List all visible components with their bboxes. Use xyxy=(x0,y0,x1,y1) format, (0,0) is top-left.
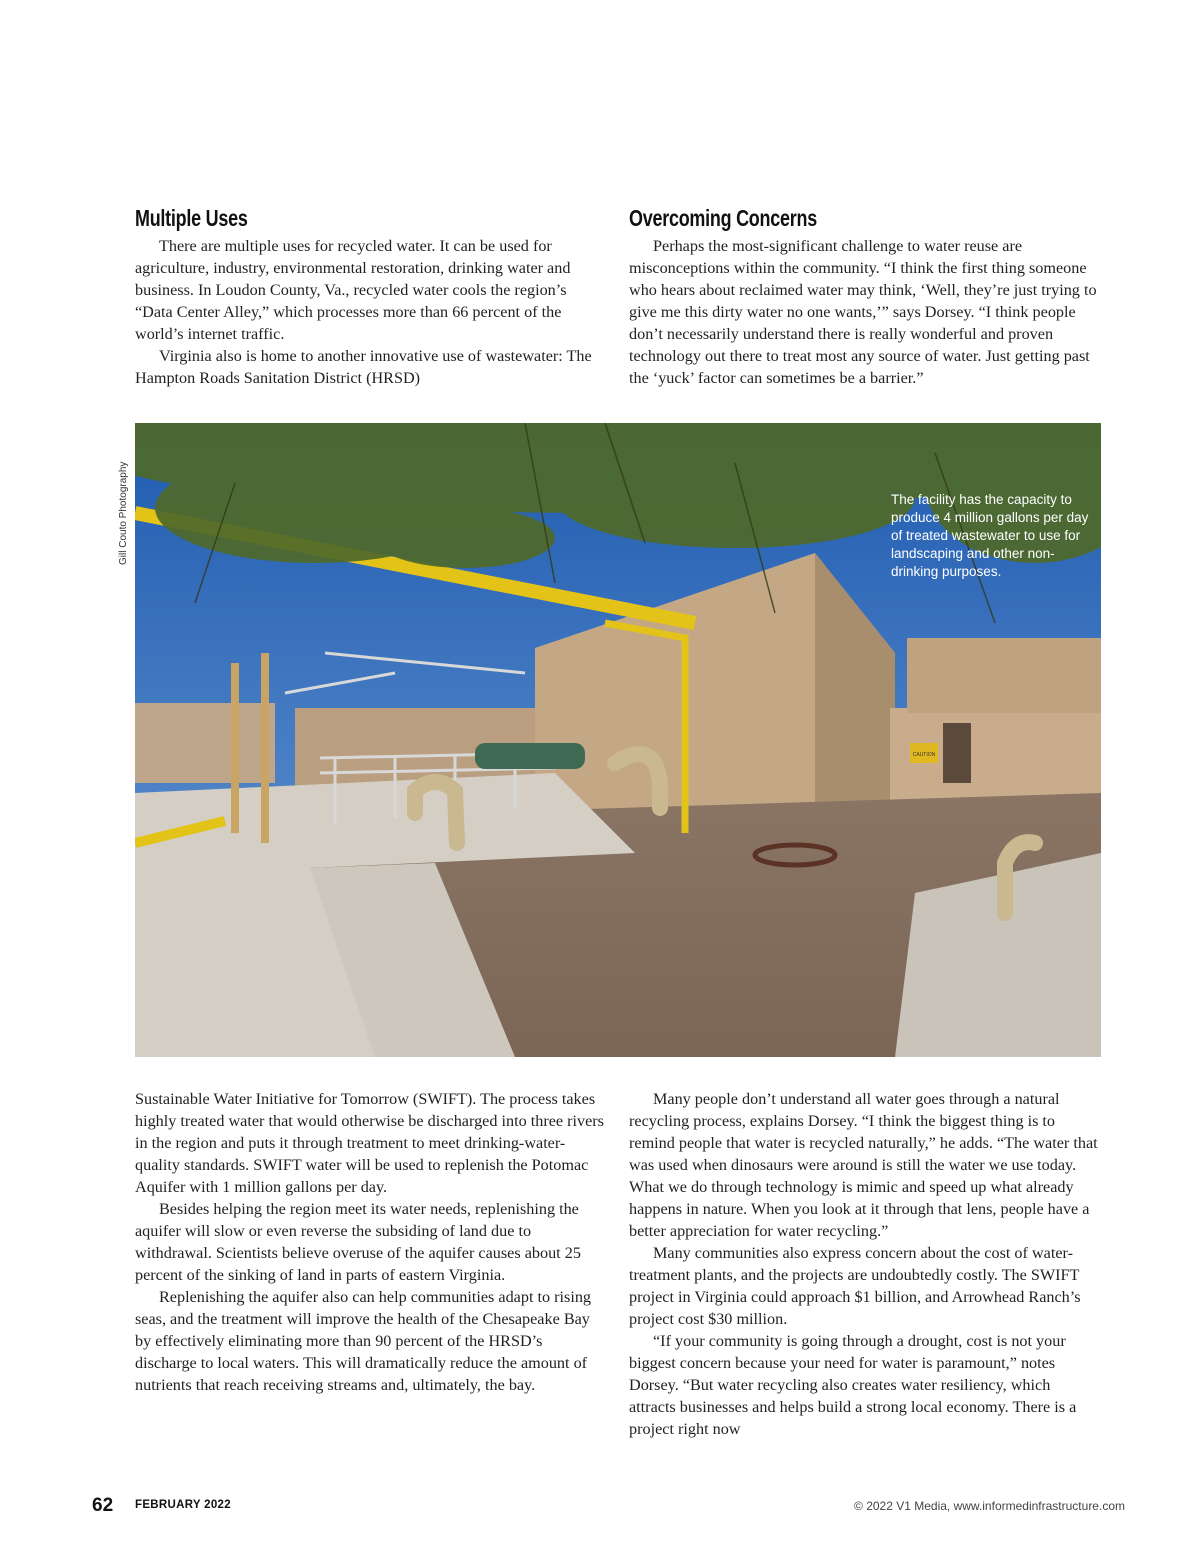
copyright-notice: © 2022 V1 Media, www.informedinfrastructure.com xyxy=(854,1499,1125,1513)
paragraph: Replenishing the aquifer also can help communities adapt to rising seas, and the treatment will improve the health of the Chesapeake Bay by effectively eliminating more than 90 percent of the HRSD’s discharge to local waters. This will dramatically reduce the amount of nutrients that reach receiving streams and, ultimately, the bay. xyxy=(135,1288,592,1394)
column-bottom-left xyxy=(135,1088,605,1396)
section-heading-multiple-uses: Multiple Uses xyxy=(135,205,248,231)
paragraph: Many communities also express concern about the cost of water-treatment plants, and the projects are undoubtedly costly. The SWIFT project in Virginia could approach $1 billion, and Arrowhead Ranch’s project cost $30 million. xyxy=(629,1244,1081,1328)
distant-building xyxy=(135,703,275,783)
paragraph: Many people don’t understand all water goes through a natural recycling process, explains Dorsey. “I think the biggest thing is to remind people that water is recycled naturally,” he adds. “The water that was used when dinosaurs were around is still the water we use today. What we do through technology is mimic and speed up what already happens in nature. When you look at it through that lens, people have a better appreciation for water recycling.” xyxy=(629,1090,1098,1240)
green-valve xyxy=(475,743,585,769)
page-number: 62 xyxy=(92,1495,114,1516)
paragraph: “If your community is going through a drought, cost is not your biggest concern because your need for water is paramount,” notes Dorsey. “But water recycling also creates water resiliency, which attracts businesses and helps build a strong local economy. There is a project right now xyxy=(629,1332,1077,1438)
column-bottom-right xyxy=(629,1088,1099,1440)
issue-date: FEBRUARY 2022 xyxy=(135,1499,231,1511)
paragraph: There are multiple uses for recycled water. It can be used for agriculture, industry, environmental restoration, drinking water and business. In Loudon County, Va., recycled water cools the region’s “Data Center Alley,” which processes more than 66 percent of the world’s internet traffic. xyxy=(135,237,571,343)
photo-caption: The facility has the capacity to produce 4 million gallons per day of treated wastewater to use for landscaping and other non-drinking purposes. xyxy=(891,492,1089,579)
photo-credit: Gill Couto Photography xyxy=(118,461,129,565)
paragraph: Perhaps the most-significant challenge to water reuse are misconceptions within the community. “I think the first thing someone who hears about reclaimed water may think, ‘Well, they’re just trying to give me this dirty water no one wants,’” says Dorsey. “I think people don’t necessarily understand there is really wonderful and proven technology out there to treat most any source of water. Just getting past the ‘yuck’ factor can sometimes be a barrier.” xyxy=(629,237,1097,387)
door xyxy=(943,723,971,783)
column-overcoming-concerns xyxy=(629,205,1099,389)
caution-sign-text: CAUTION xyxy=(912,752,936,758)
column-multiple-uses xyxy=(135,205,605,389)
paragraph: Besides helping the region meet its water needs, replenishing the aquifer will slow or even reverse the subsiding of land due to withdrawal. Scientists believe overuse of the aquifer causes about 25 percent of the sinking of land in parts of eastern Virginia. xyxy=(135,1200,581,1284)
paragraph: Virginia also is home to another innovative use of wastewater: The Hampton Roads Sanitation District (HRSD) xyxy=(135,347,592,387)
section-heading-overcoming-concerns: Overcoming Concerns xyxy=(629,205,817,231)
paragraph: Sustainable Water Initiative for Tomorrow (SWIFT). The process takes highly treated water that would otherwise be discharged into three rivers in the region and puts it through treatment to meet drinking-water-quality standards. SWIFT water will be used to replenish the Potomac Aquifer with 1 million gallons per day. xyxy=(135,1090,604,1196)
